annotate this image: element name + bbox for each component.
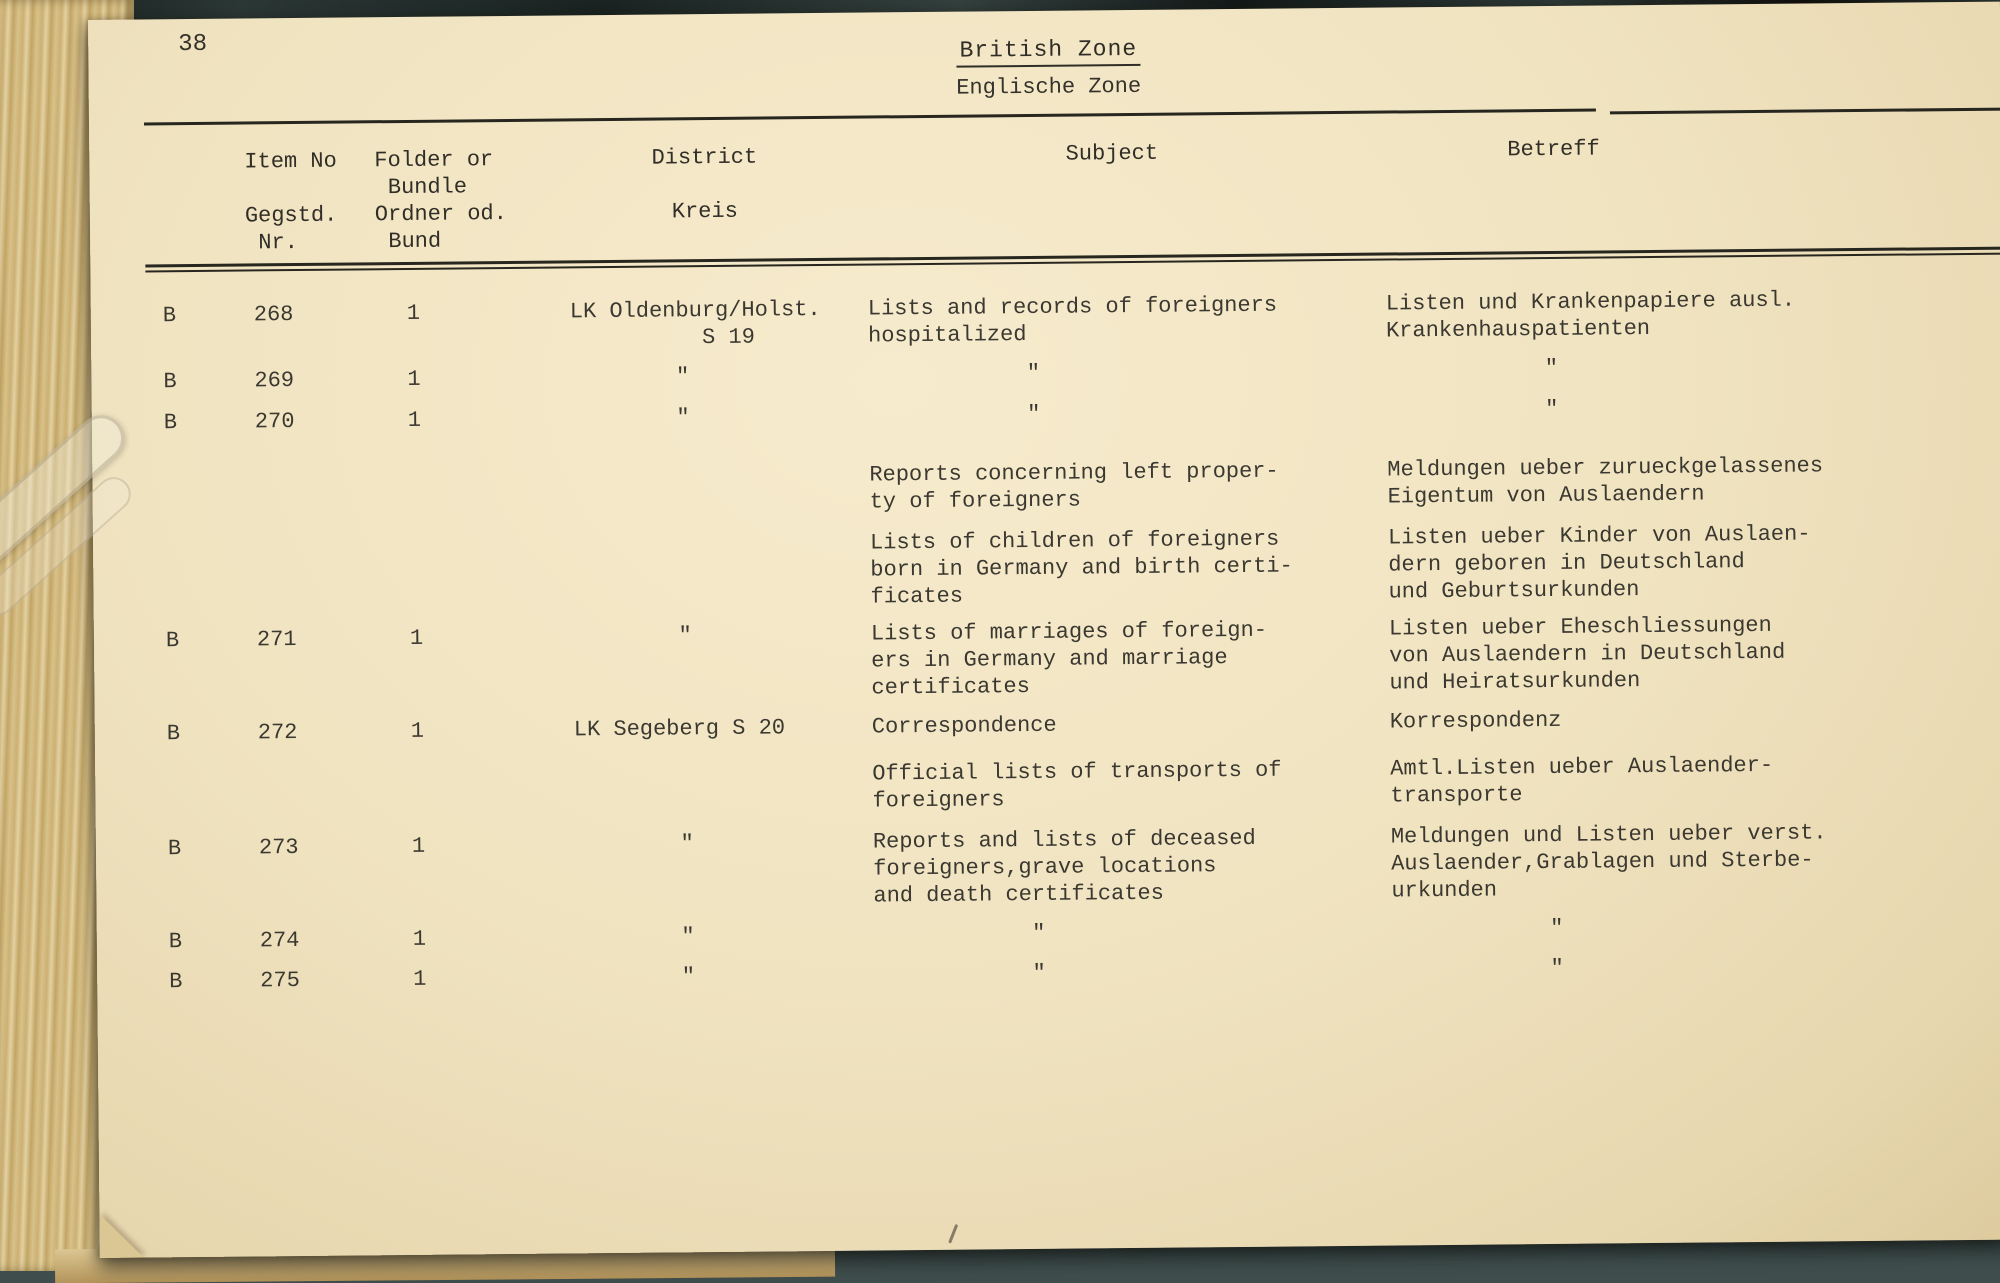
row-item-no: 269 [254,368,295,394]
top-rule [144,105,2000,130]
row-district: " [570,364,690,391]
page-subtitle: Englische Zone [956,73,1142,101]
table-row [164,610,2000,709]
row-folder: 1 [409,625,424,651]
row-item-no: 272 [257,720,298,746]
page-title-text: British Zone [956,36,1140,68]
row-item-no: 271 [256,627,297,653]
row-betreff: " [1391,915,1564,943]
header-letter-spacer [159,149,245,258]
row-letter: B [169,969,183,995]
row-betreff: Amtl.Listen ueber Auslaender- transporte [1390,752,1774,809]
row-subject: Lists of children of foreigners born in Germany and birth certi- ficates [869,526,1293,610]
row-district [558,530,859,614]
row-folder: 1 [412,926,427,952]
row-item-no: 270 [254,409,295,435]
table-row [165,703,2000,748]
row-letter [162,467,248,522]
table-row [162,392,2000,437]
row-folder: 1 [413,966,427,992]
row-letter: B [162,303,177,329]
row-letter: B [166,721,181,747]
row-district: LK Segeberg S 20 [573,715,786,743]
header-subject: Subject [1065,140,1159,167]
row-subject: Lists and records of foreigners hospitalized [867,292,1278,349]
row-folder [372,465,558,521]
row-item-no: 274 [259,928,300,954]
row-letter: B [163,410,178,436]
row-betreff: Listen ueber Kinder von Auslaen- dern geboren in Deutschland und Geburtsurkunden [1387,521,1811,605]
table-row [167,951,2000,996]
row-betreff: Listen und Krankenpapiere ausl. Krankenhauspatienten [1385,287,1796,344]
table-header-row [159,132,2000,258]
document-page [88,2,2000,1258]
page-number: 38 [178,30,208,59]
row-betreff: Korrespondenz [1389,707,1562,735]
row-subject: Official lists of transports of foreigners [872,757,1282,814]
row-folder [373,533,559,616]
row-district [557,462,858,519]
page-content [143,2,2000,996]
row-letter: B [165,628,180,654]
row-betreff: Meldungen ueber zurueckgelassenes Eigentum von Auslaendern [1387,453,1824,510]
table-row [161,351,2000,396]
row-folder [375,764,561,820]
row-subject: Reports and lists of deceased foreigners,grave locations and death certificates [872,825,1256,909]
row-letter [165,766,251,821]
row-item-no: 275 [260,968,300,994]
row-item-no [250,765,376,820]
row-letter: B [163,369,177,395]
row-district: " [570,405,690,432]
table-row [165,750,2000,822]
row-district: LK Oldenburg/Holst. S 19 [569,296,821,352]
row-subject: Reports concerning left proper- ty of foreigners [869,458,1279,515]
row-betreff: " [1392,955,1564,983]
row-subject: " [874,960,1046,988]
row-subject: " [868,360,1041,388]
header-item-no: Item No Gegstd. Nr. [244,148,338,256]
table-row [163,519,2000,618]
row-item-no [248,534,374,616]
row-letter: B [167,836,182,862]
page-corner-fold [99,1214,143,1258]
row-folder: 1 [407,407,422,433]
row-district: " [572,623,692,650]
row-item-no: 273 [258,835,299,861]
header-betreff: Betreff [1507,136,1600,163]
row-betreff: Meldungen und Listen ueber verst. Auslaender,Grablagen und Sterbe- urkunden [1390,820,1827,904]
row-subject: " [873,920,1046,948]
header-district: District Kreis [651,144,758,225]
table-row [162,451,2000,523]
row-folder: 1 [410,718,425,744]
row-district: " [576,964,696,991]
row-subject: Lists of marriages of foreign- ers in Germany and marriage certificates [870,617,1268,701]
row-letter [163,535,249,617]
row-betreff: Listen ueber Eheschliessungen von Auslaendern in Deutschland und Heiratsurkunden [1388,612,1786,696]
row-item-no: 268 [253,302,294,328]
top-rule-left-segment [144,109,1596,126]
row-folder: 1 [406,300,421,326]
title-block [143,28,1954,108]
row-betreff: " [1386,355,1559,383]
row-betreff: " [1386,396,1559,424]
table-row [166,818,2000,917]
header-folder-bundle: Folder or Bundle Ordner od. Bund [374,147,508,255]
row-subject: Correspondence [871,712,1057,740]
row-subject: " [868,401,1041,429]
row-folder: 1 [407,366,421,392]
row-district: " [574,831,694,858]
table-row [167,911,2000,956]
row-item-no [247,466,373,521]
table-row [161,285,2000,357]
row-folder: 1 [411,833,426,859]
pen-mark [948,1224,958,1244]
top-rule-right-segment [1610,108,2000,115]
table-body [146,285,2000,996]
row-letter: B [168,929,183,955]
row-district [560,761,861,818]
row-district: " [575,924,695,951]
